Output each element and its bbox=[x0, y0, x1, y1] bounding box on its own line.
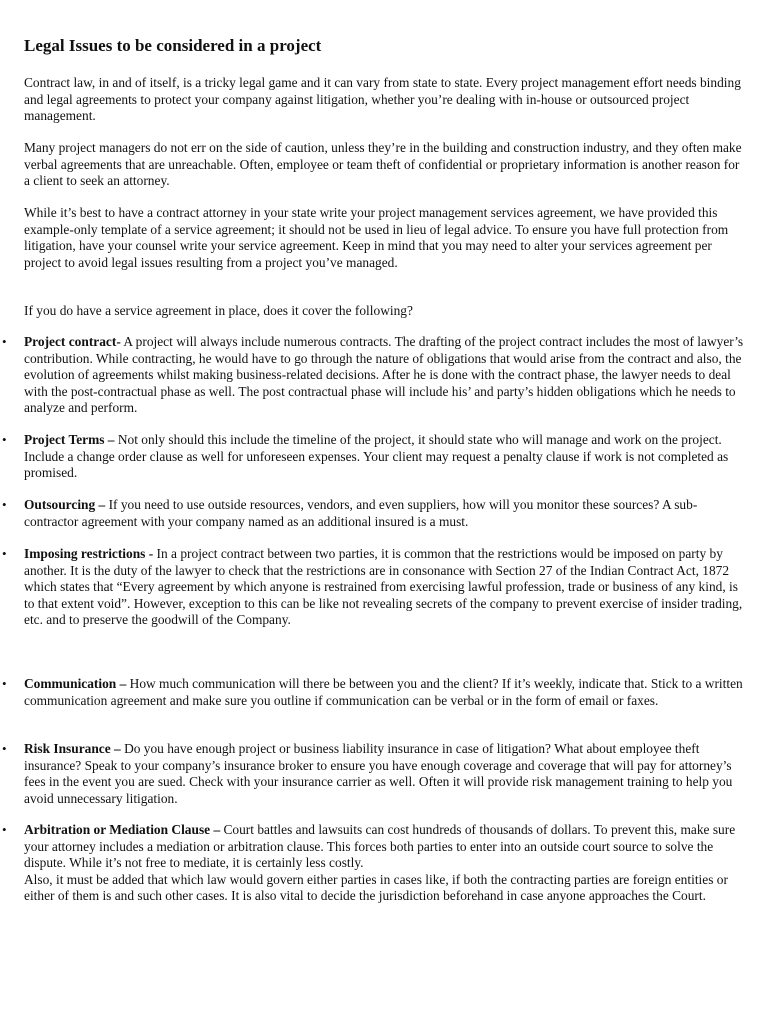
item-label: Project Terms – bbox=[24, 432, 115, 447]
list-item-risk-insurance bbox=[2, 741, 744, 807]
list-item-imposing-restrictions bbox=[2, 546, 744, 629]
intro-paragraph-3: While it’s best to have a contract attorney in your state write your project management services agreement, we have provided this example-only template of a service agreement; it should not be used in lieu of legal advice. To ensure you have full protection from litigation, have your counsel write your service agreement. Keep in mind that you may need to alter your services agreement per project to avoid legal issues resulting from a project you’ve managed. bbox=[24, 205, 729, 270]
list-item-outsourcing bbox=[2, 497, 744, 530]
item-label: Outsourcing – bbox=[24, 497, 106, 512]
item-label: Risk Insurance – bbox=[24, 741, 121, 756]
bullet-icon: • bbox=[2, 822, 7, 837]
intro-question: If you do have a service agreement in place, does it cover the following? bbox=[24, 303, 413, 318]
document-title: Legal Issues to be considered in a project bbox=[24, 36, 322, 55]
bullet-icon: • bbox=[2, 546, 7, 561]
item-text: In a project contract between two parties, it is common that the restrictions would be imposed on party by another. It is the duty of the lawyer to check that the restrictions are in consonance with Section 27 of the Indian Contract Act, 1872 which states that “Every agreement by which anyone is restrained from exercising lawful profession, trade or business of any kind, is to that extent void”. However, exception to this can be like not revealing secrets of the company to prevent exercise of insider trading, etc. and to preserve the goodwill of the Company. bbox=[24, 546, 743, 628]
item-text: How much communication will there be between you and the client? If it’s weekly, indicate that. Stick to a written communication agreement and make sure you outline if communication can be verbal or in the form of email or faxes. bbox=[24, 676, 743, 708]
item-text: Not only should this include the timeline of the project, it should state who will manage and work on the project. Include a change order clause as well for unforeseen expenses. Your client may request a penalty clause if work is not completed as promised. bbox=[24, 432, 729, 481]
list-item-communication bbox=[2, 676, 744, 709]
item-label: Communication – bbox=[24, 676, 127, 691]
item-text: Court battles and lawsuits can cost hundreds of thousands of dollars. To prevent this, make sure your attorney includes a mediation or arbitration clause. This forces both parties to enter into an outside court source to solve the dispute. While it’s not free to mediate, it is certainly less costly. bbox=[24, 822, 736, 871]
list-item-project-contract bbox=[2, 334, 744, 417]
bullet-icon: • bbox=[2, 741, 7, 756]
item-text: A project will always include numerous contracts. The drafting of the project contract includes the most of lawyer’s contribution. While contracting, he would have to go through the nature of obligations that would arise from the contract and also, the evolution of agreements whilst making business-related decisions. After he is done with the contract phase, the lawyer needs to deal with the post-contractual phase as well. The post contractual phase will include his’ and party’s hidden obligations which he needs to analyze and perform. bbox=[24, 334, 744, 416]
bullet-icon: • bbox=[2, 676, 7, 691]
item-label: Imposing restrictions - bbox=[24, 546, 154, 561]
item-label: Arbitration or Mediation Clause – bbox=[24, 822, 221, 837]
intro-paragraph-2: Many project managers do not err on the side of caution, unless they’re in the building and construction industry, and they often make verbal agreements that are unreachable. Often, employee or team theft of confidential or proprietary information is another reason for a client to seek an attorney. bbox=[24, 140, 742, 189]
item-label: Project contract- bbox=[24, 334, 121, 349]
bullet-icon: • bbox=[2, 432, 7, 447]
intro-paragraph-1: Contract law, in and of itself, is a tricky legal game and it can vary from state to state. Every project management effort needs binding and legal agreements to protect your company against litigation, whether you’re dealing with in-house or outsourced project management. bbox=[24, 75, 741, 124]
bullet-icon: • bbox=[2, 497, 7, 512]
bullet-icon: • bbox=[2, 334, 7, 349]
item-text: If you need to use outside resources, vendors, and even suppliers, how will you monitor these sources? A sub-contractor agreement with your company named as an additional insured is a must. bbox=[24, 497, 698, 529]
item-extra-text: Also, it must be added that which law would govern either parties in cases like, if both the contracting parties are foreign entities or either of them is and such other cases. It is also vital to decide the jurisdiction beforehand in case anyone approaches the Court. bbox=[24, 871, 728, 904]
list-item-project-terms bbox=[2, 432, 744, 482]
item-text: Do you have enough project or business liability insurance in case of litigation? What about employee theft insurance? Speak to your company’s insurance broker to ensure you have enough coverage and coverage that will pay for attorney’s fees in the event you are sued. Check with your insurance carrier as well. Often it will provide risk management training to help you avoid unnecessary litigation. bbox=[24, 741, 733, 806]
list-item-arbitration-clause bbox=[2, 822, 744, 905]
